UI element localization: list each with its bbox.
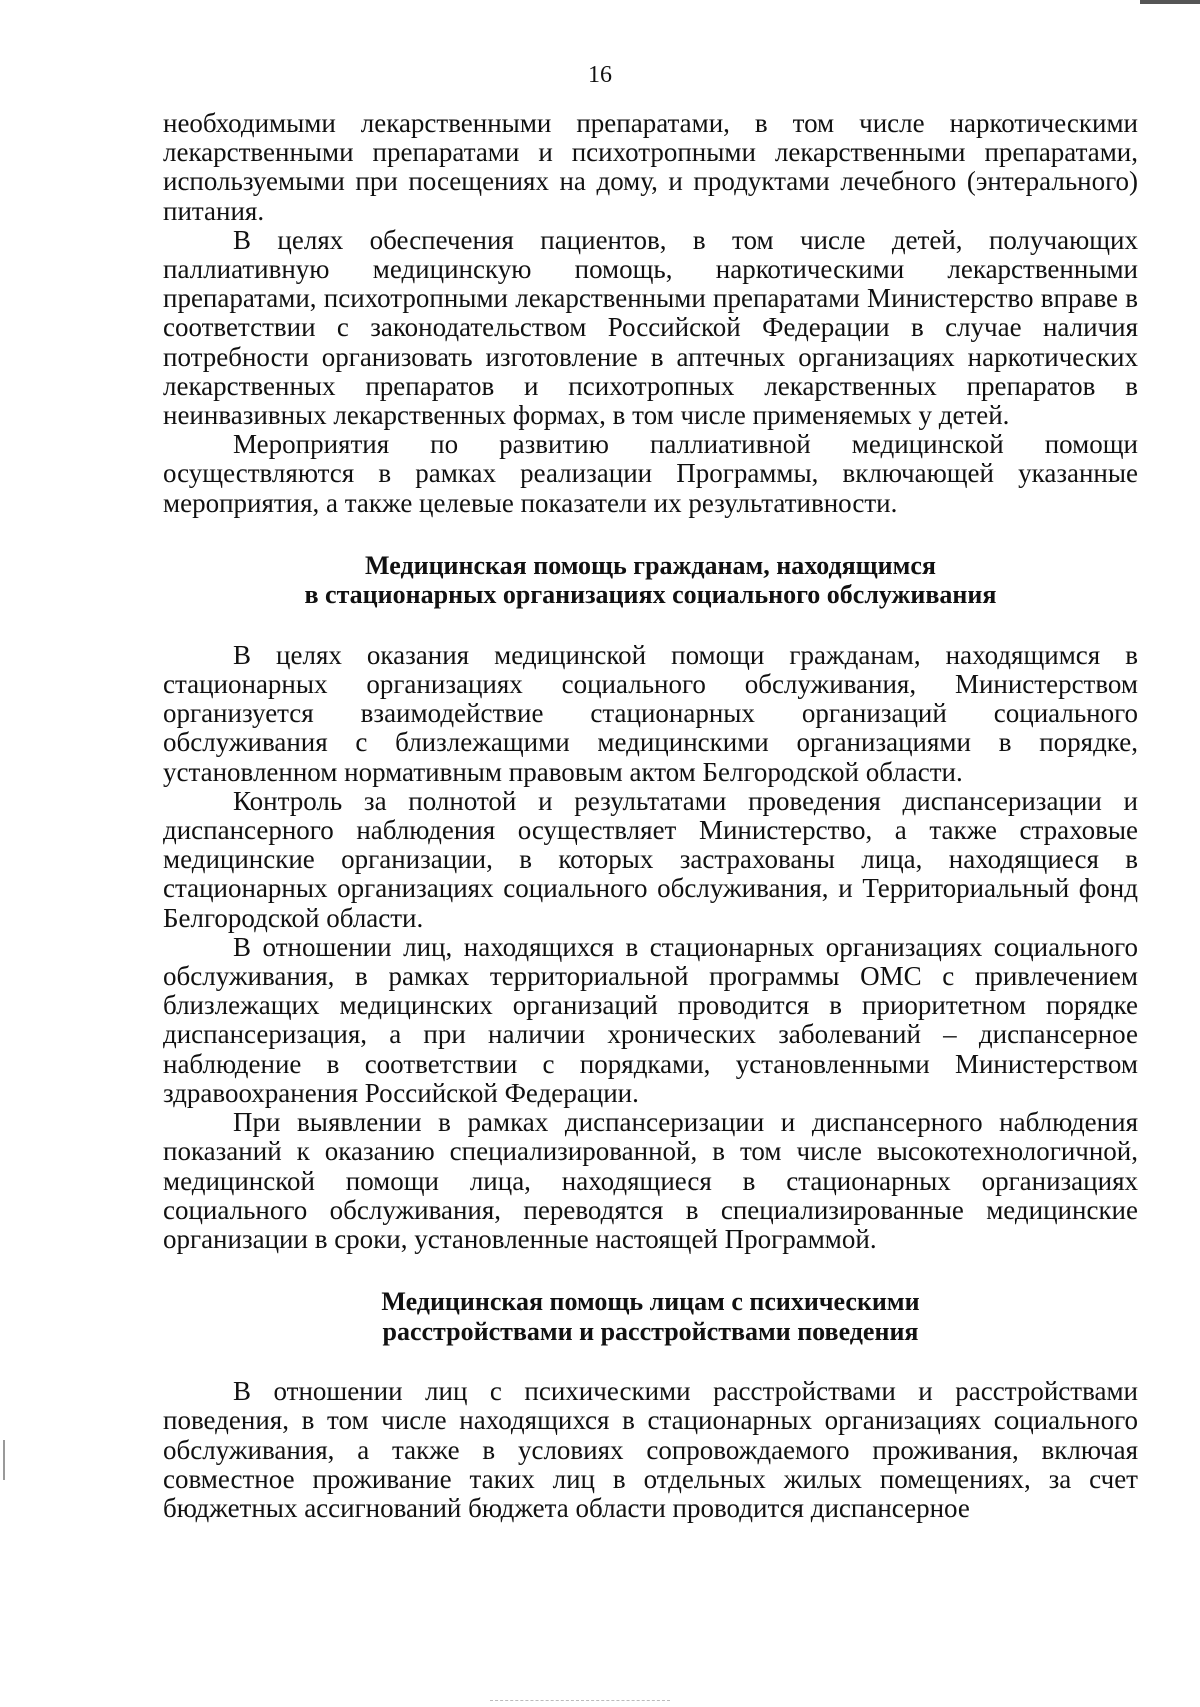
section-heading	[163, 551, 1138, 610]
paragraph: В целях обеспечения пациентов, в том числе детей, получающих паллиативную медицинскую помощь, наркотическими лекарственными препаратами, психотропными лекарственными препаратами Министерство вправе в соответствии с законодательством Российской Федерации в случае наличия потребности организовать изготовление в аптечных организациях наркотических лекарственных препаратов и психотропных лекарственных препаратов в неинвазивных лекарственных формах, в том числе применяемых у детей.	[163, 224, 1138, 431]
document-body	[163, 109, 1138, 1523]
paragraph: В целях оказания медицинской помощи гражданам, находящимся в стационарных организациях социального обслуживания, Министерством организуется взаимодействие стационарных организаций социального обслуживания с близлежащими медицинскими организациями в порядке, установленном нормативным правовым актом Белгородской области.	[163, 639, 1138, 787]
section-heading-line: Медицинская помощь гражданам, находящимся	[365, 550, 936, 580]
scan-bottom-line	[490, 1700, 670, 1701]
page-number: 16	[588, 62, 612, 88]
paragraph: В отношении лиц, находящихся в стационарных организациях социального обслуживания, в рамках территориальной программы ОМС с привлечением близлежащих медицинских организаций проводится в приоритетном порядке диспансеризация, а при наличии хронических заболеваний – диспансерное наблюдение в соответствии с порядками, установленными Министерством здравоохранения Российской Федерации.	[163, 931, 1138, 1108]
scan-margin-mark	[3, 1440, 5, 1480]
section-heading-line: Медицинская помощь лицам с психическими	[381, 1287, 920, 1317]
section-heading-line: расстройствами и расстройствами поведения	[382, 1316, 919, 1346]
paragraph: В отношении лиц с психическими расстройствами и расстройствами поведения, в том числе находящихся в стационарных организациях социального обслуживания, а также в условиях сопровождаемого проживания, включая совместное проживание таких лиц в отдельных жилых помещениях, за счет бюджетных ассигнований бюджета области проводится диспансерное	[163, 1376, 1138, 1523]
section-heading	[163, 1287, 1138, 1346]
section-heading-line: в стационарных организациях социального обслуживания	[304, 580, 997, 610]
paragraph: Мероприятия по развитию паллиативной медицинской помощи осуществляются в рамках реализации Программы, включающей указанные мероприятия, а также целевые показатели их результативности.	[163, 429, 1138, 518]
paragraph: необходимыми лекарственными препаратами, в том числе наркотическими лекарственными препаратами и психотропными лекарственными препаратами, используемыми при посещениях на дому, и продуктами лечебного (энтерального) питания.	[163, 108, 1138, 226]
scan-edge-mark	[1140, 0, 1200, 4]
paragraph: При выявлении в рамках диспансеризации и диспансерного наблюдения показаний к оказанию специализированной, в том числе высокотехнологичной, медицинской помощи лица, находящиеся в стационарных организациях социального обслуживания, переводятся в специализированные медицинские организации в сроки, установленные настоящей Программой.	[163, 1107, 1138, 1254]
paragraph: Контроль за полнотой и результатами проведения диспансеризации и диспансерного наблюдения осуществляет Министерство, а также страховые медицинские организации, в которых застрахованы лица, находящиеся в стационарных организациях социального обслуживания, и Территориальный фонд Белгородской области.	[163, 785, 1138, 933]
